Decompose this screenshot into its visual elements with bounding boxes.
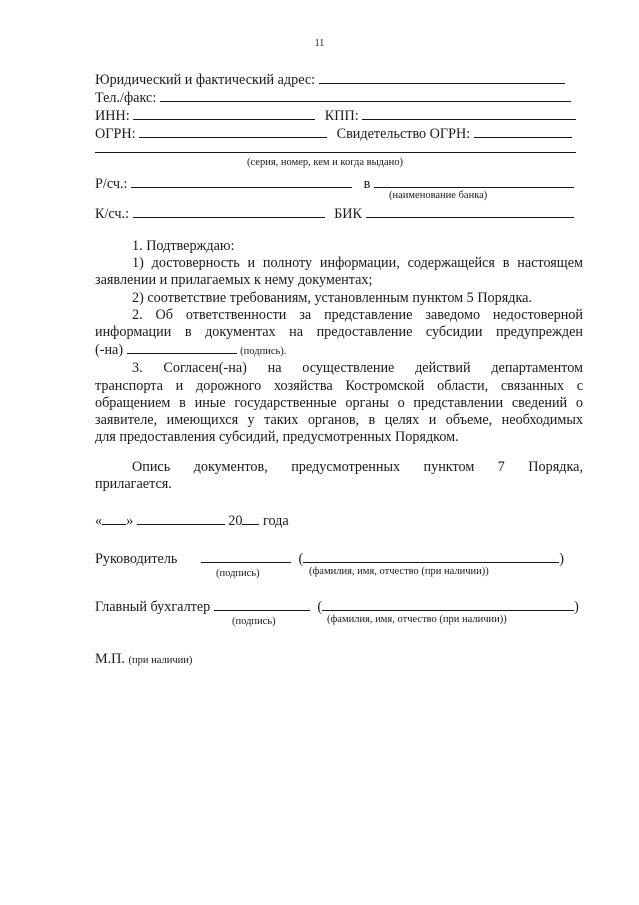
para-3-line4: заявителе, имеющихся у таких органов, в целях и объеме, необходимых	[95, 412, 583, 429]
para-3-line1: 3. Согласен(-на) на осуществление действий департаментом	[132, 360, 583, 377]
item-1-line2: заявлении и прилагаемых к нему документах;	[95, 272, 373, 289]
date-year-suffix: года	[263, 513, 289, 529]
bik-field[interactable]	[366, 205, 574, 218]
inn-label: ИНН:	[95, 108, 130, 124]
inn-kpp-row	[95, 107, 576, 125]
accountant-name-hint: (фамилия, имя, отчество (при наличии))	[327, 614, 507, 625]
head-label: Руководитель	[95, 551, 178, 567]
address-label: Юридический и фактический адрес:	[95, 72, 316, 88]
seal-hint: (при наличии)	[128, 655, 193, 666]
address-field[interactable]	[319, 71, 565, 84]
account-label: Р/сч.:	[95, 176, 128, 192]
certificate-details-field[interactable]	[95, 140, 576, 153]
head-close-paren: )	[559, 551, 564, 567]
para-2-signature-field[interactable]	[127, 341, 237, 354]
date-day-field[interactable]	[102, 512, 126, 525]
date-year-prefix: 20	[228, 513, 243, 529]
head-open-paren: (	[298, 551, 304, 567]
certificate-label: Свидетельство ОГРН:	[336, 126, 471, 142]
para-2-signature-line	[95, 341, 583, 360]
date-month-field[interactable]	[137, 512, 225, 525]
accountant-name-field[interactable]	[322, 598, 574, 611]
accountant-close-paren: )	[574, 599, 579, 615]
ogrn-label: ОГРН:	[95, 126, 136, 142]
head-name-hint: (фамилия, имя, отчество (при наличии))	[309, 566, 489, 577]
inventory-line1: Опись документов, предусмотренных пунктом 7 Порядка,	[132, 459, 583, 475]
chief-accountant-label: Главный бухгалтер	[95, 599, 211, 615]
phone-field[interactable]	[160, 89, 571, 102]
corr-account-row	[95, 205, 574, 223]
date-row	[95, 512, 289, 530]
inventory-section	[95, 459, 583, 493]
bank-prefix: в	[363, 176, 371, 192]
para-3-line5: для предоставления субсидий, предусмотренных Порядком.	[95, 429, 459, 446]
certificate-hint: (серия, номер, кем и когда выдано)	[247, 157, 403, 168]
inn-field[interactable]	[133, 107, 315, 120]
date-open-quote: «	[95, 513, 103, 529]
head-signature-hint: (подпись)	[216, 568, 260, 579]
accountant-signature-hint: (подпись)	[232, 616, 276, 627]
confirm-section	[95, 238, 583, 446]
para-2-prefix: (-на)	[95, 342, 124, 359]
corr-account-label: К/сч.:	[95, 206, 130, 222]
item-2: 2) соответствие требованиям, установленным пунктом 5 Порядка.	[132, 289, 533, 306]
certificate-field[interactable]	[474, 125, 572, 138]
para-3-line3: обращением в иные государственные органы о представлении сведений о	[95, 394, 583, 411]
item-1-line1: 1) достоверность и полноту информации, содержащейся в настоящем	[132, 255, 583, 272]
inventory-line2: прилагается.	[95, 476, 172, 493]
para-2-hint: (подпись).	[240, 346, 287, 358]
ogrn-field[interactable]	[139, 125, 327, 138]
para-2-line2: информации в документах на предоставление субсидии предупрежден	[95, 324, 583, 341]
kpp-field[interactable]	[362, 107, 576, 120]
para-3-line2: транспорта и дорожного хозяйства Костромской области, связанных с	[95, 377, 583, 394]
page-number: 11	[314, 38, 325, 49]
kpp-label: КПП:	[324, 108, 359, 124]
account-field[interactable]	[131, 175, 352, 188]
bik-label: БИК	[334, 206, 362, 222]
seal-label: М.П.	[95, 651, 125, 667]
para-2-line1: 2. Об ответственности за представление заведомо недостоверной	[132, 306, 583, 323]
corr-account-field[interactable]	[133, 205, 325, 218]
confirm-heading: 1. Подтверждаю:	[132, 238, 235, 254]
bank-hint: (наименование банка)	[389, 190, 488, 201]
date-year-field[interactable]	[242, 512, 259, 525]
accountant-open-paren: (	[317, 599, 323, 615]
accountant-signature-field[interactable]	[214, 598, 310, 611]
bank-field[interactable]	[374, 175, 574, 188]
address-row	[95, 71, 565, 89]
phone-row	[95, 89, 571, 107]
head-name-field[interactable]	[303, 550, 559, 563]
date-close-quote: »	[126, 513, 134, 529]
certificate-details-row	[95, 140, 576, 158]
seal-row	[95, 651, 192, 669]
account-row	[95, 175, 574, 193]
head-signature-field[interactable]	[201, 550, 291, 563]
phone-label: Тел./факс:	[95, 90, 157, 106]
